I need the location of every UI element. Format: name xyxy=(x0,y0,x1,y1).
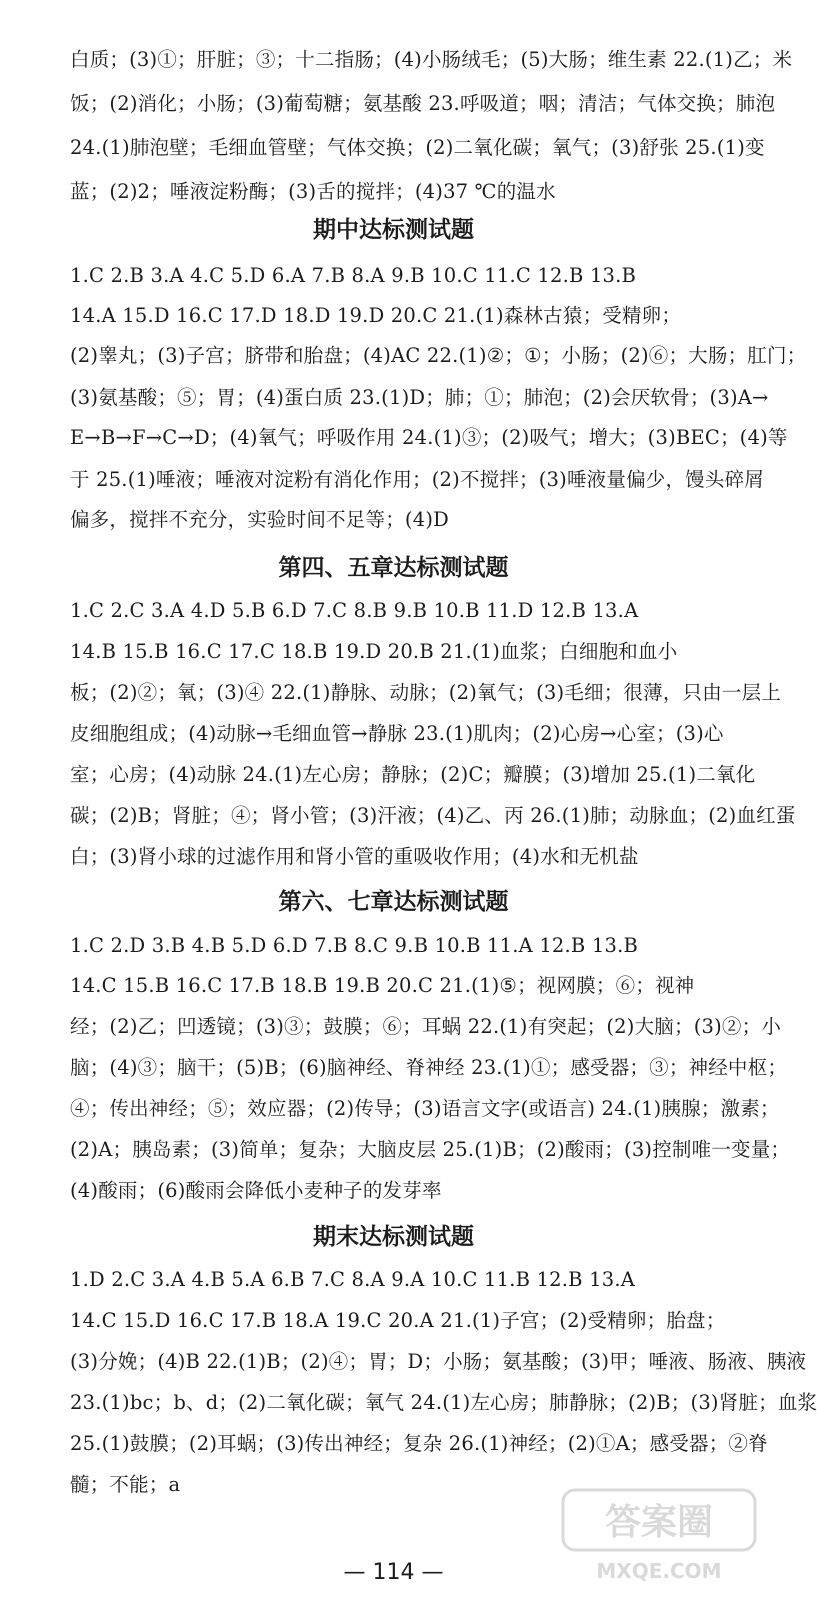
ch45-line-5: 室；心房；(4)动脉 24.(1)左心房；静脉；(2)C；瓣膜；(3)增加 25.(1)二氧化 xyxy=(70,763,756,786)
midterm-line-4: (3)氨基酸；⑤；胃；(4)蛋白质 23.(1)D；肺；①；肺泡；(2)会厌软骨；(3)A→ xyxy=(70,386,769,409)
page-number: — 114 — xyxy=(343,1560,444,1585)
ch67-line-2: 14.C 15.B 16.C 17.B 18.B 19.B 20.C 21.(1)⑤；视网膜；⑥；视神 xyxy=(70,974,695,997)
ch45-line-3: 板；(2)②；氧；(3)④ 22.(1)静脉、动脉；(2)氧气；(3)毛细；很薄，只由一层上 xyxy=(70,681,782,704)
intro-line-1: 白质；(3)①；肝脏；③；十二指肠；(4)小肠绒毛；(5)大肠；维生素 22.(1)乙；米 xyxy=(70,48,793,71)
watermark-text-url: MXQE.COM xyxy=(596,1559,722,1583)
ch45-line-2: 14.B 15.B 16.C 17.C 18.B 19.D 20.B 21.(1)血浆；白细胞和血小 xyxy=(70,640,678,663)
ch67-line-4: 脑；(4)③；脑干；(5)B；(6)脑神经、脊神经 23.(1)①；感受器；③；神经中枢； xyxy=(70,1056,788,1079)
final-line-4: 23.(1)bc；b、d；(2)二氧化碳；氧气 24.(1)左心房；肺静脉；(2)B；(3)肾脏；血浆 xyxy=(70,1391,817,1414)
watermark-text-main: 答案圈 xyxy=(604,1502,714,1543)
intro-line-3: 24.(1)肺泡壁；毛细血管壁；气体交换；(2)二氧化碳；氧气；(3)舒张 25.(1)变 xyxy=(70,136,765,159)
midterm-line-1: 1.C 2.B 3.A 4.C 5.D 6.A 7.B 8.A 9.B 10.C 11.C 12.B 13.B xyxy=(70,264,637,287)
section-title-midterm: 期中达标测试题 xyxy=(313,217,474,243)
final-line-3: (3)分娩；(4)B 22.(1)B；(2)④；胃；D；小肠；氨基酸；(3)甲；唾液、肠液、胰液 xyxy=(70,1350,807,1373)
ch67-line-6: (2)A；胰岛素；(3)简单；复杂；大脑皮层 25.(1)B；(2)酸雨；(3)控制唯一变量； xyxy=(70,1138,791,1161)
ch67-line-7: (4)酸雨；(6)酸雨会降低小麦种子的发芽率 xyxy=(70,1179,442,1202)
final-line-6: 髓；不能；a xyxy=(70,1473,181,1496)
final-line-5: 25.(1)鼓膜；(2)耳蜗；(3)传出神经；复杂 26.(1)神经；(2)①A；感受器；②脊 xyxy=(70,1432,768,1455)
watermark-logo xyxy=(559,1486,759,1586)
section-title-chapter-6-7: 第六、七章达标测试题 xyxy=(278,889,509,915)
ch45-line-4: 皮细胞组成；(4)动脉→毛细血管→静脉 23.(1)肌肉；(2)心房→心室；(3)心 xyxy=(70,722,724,745)
section-title-chapter-4-5: 第四、五章达标测试题 xyxy=(278,555,509,581)
intro-line-4: 蓝；(2)2；唾液淀粉酶；(3)舌的搅拌；(4)37 ℃的温水 xyxy=(70,180,556,203)
ch45-line-1: 1.C 2.C 3.A 4.D 5.B 6.D 7.C 8.B 9.B 10.B 11.D 12.B 13.A xyxy=(70,599,639,622)
section-title-final: 期末达标测试题 xyxy=(313,1224,474,1250)
ch45-line-7: 白；(3)肾小球的过滤作用和肾小管的重吸收作用；(4)水和无机盐 xyxy=(70,845,639,868)
midterm-line-3: (2)睾丸；(3)子宫；脐带和胎盘；(4)AC 22.(1)②；①；小肠；(2)⑥；大肠；肛门； xyxy=(70,344,807,367)
ch67-line-5: ④；传出神经；⑤；效应器；(2)传导；(3)语言文字(或语言) 24.(1)胰腺；激素； xyxy=(70,1097,780,1120)
midterm-line-5: E→B→F→C→D；(4)氧气；呼吸作用 24.(1)③；(2)吸气；增大；(3)BEC；(4)等 xyxy=(70,426,788,449)
final-line-2: 14.C 15.D 16.C 17.B 18.A 19.C 20.A 21.(1)子宫；(2)受精卵；胎盘； xyxy=(70,1309,726,1332)
intro-line-2: 饭；(2)消化；小肠；(3)葡萄糖；氨基酸 23.呼吸道；咽；清洁；气体交换；肺泡 xyxy=(70,92,776,115)
ch45-line-6: 碳；(2)B；肾脏；④；肾小管；(3)汗液；(4)乙、丙 26.(1)肺；动脉血；(2)血红蛋 xyxy=(70,804,796,827)
midterm-line-6: 于 25.(1)唾液；唾液对淀粉有消化作用；(2)不搅拌；(3)唾液量偏少，馒头碎屑 xyxy=(70,468,764,491)
final-line-1: 1.D 2.C 3.A 4.B 5.A 6.B 7.C 8.A 9.A 10.C 11.B 12.B 13.A xyxy=(70,1268,635,1291)
midterm-line-2: 14.A 15.D 16.C 17.D 18.D 19.D 20.C 21.(1)森林古猿；受精卵； xyxy=(70,304,682,327)
ch67-line-1: 1.C 2.D 3.B 4.B 5.D 6.D 7.B 8.C 9.B 10.B 11.A 12.B 13.B xyxy=(70,934,639,957)
ch67-line-3: 经；(2)乙；凹透镜；(3)③；鼓膜；⑥；耳蜗 22.(1)有突起；(2)大脑；(3)②；小 xyxy=(70,1015,782,1038)
midterm-line-7: 偏多，搅拌不充分，实验时间不足等；(4)D xyxy=(70,508,449,531)
